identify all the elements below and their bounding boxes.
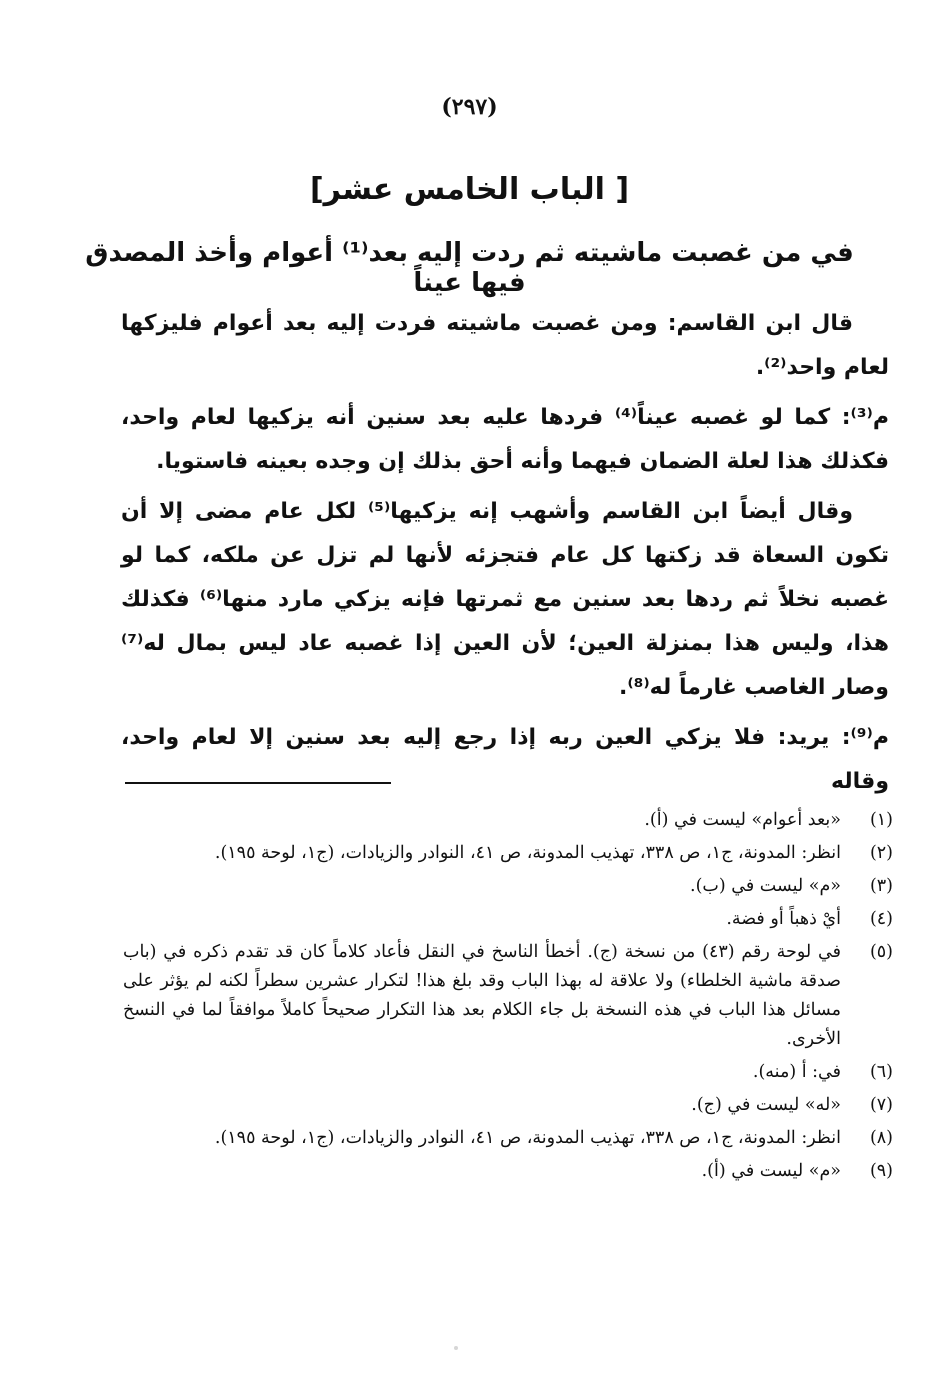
- footnote: [123, 806, 893, 835]
- chapter-subtitle: في من غصبت ماشيته ثم ردت إليه بعد⁽¹⁾ أعوام وأخذ المصدق فيها عيناً: [85, 238, 854, 298]
- footnote-divider: [125, 782, 391, 784]
- paragraph: وقال أيضاً ابن القاسم وأشهب إنه يزكيها⁽⁵⁾ لكل عام مضى إلا أن تكون السعاة قد زكتها كل عام فتجزئه لأنها لم تزل عن ملكه، كما لو غصبه نخلاً ثم ردها بعد سنين مع ثمرتها فإنه يزكي مارد منها⁽⁶⁾ فكذلك هذا، وليس هذا بمنزلة العين؛ لأن العين إذا غصبه عاد ليس بمال له⁽⁷⁾ وصار الغاصب غارماً له⁽⁸⁾.: [121, 499, 889, 700]
- scan-dot: [454, 1346, 458, 1350]
- footnote-text: أيْ ذهباً أو فضة.: [726, 909, 841, 929]
- paragraph: قال ابن القاسم: ومن غصبت ماشيته فردت إليه بعد أعوام فليزكها لعام واحد⁽²⁾.: [121, 311, 889, 380]
- footnote-number: (٣): [869, 876, 893, 896]
- footnote-text: انظر: المدونة، ج١، ص ٣٣٨، تهذيب المدونة، ص ٤١، النوادر والزيادات، (ج١، لوحة ١٩٥).: [214, 1128, 841, 1148]
- footnote: [123, 938, 893, 1054]
- body-text: [121, 302, 889, 810]
- paragraph: م⁽⁹⁾: يريد: فلا يزكي العين ربه إذا رجع إليه بعد سنين إلا لعام واحد، وقاله: [121, 725, 889, 794]
- footnote-text: في لوحة رقم (٤٣) من نسخة (ج). أخطأ الناسخ في النقل فأعاد كلاماً كان قد تقدم ذكره في (باب صدقة ماشية الخلطاء) ولا علاقة له بهذا الباب وقد بلغ هذا! لتكرار عشرين سطراً لكنه لم يؤثر على مسائل هذا الباب في هذه النسخة بل جاء الكلام بعد هذا التكرار صحيحاً كاملاً موافقاً لما في النسخ الأخرى.: [123, 942, 841, 1049]
- footnotes: [123, 806, 893, 1190]
- footnote-number: (٨): [869, 1128, 893, 1148]
- footnote: [123, 905, 893, 934]
- paragraph: م⁽³⁾: كما لو غصبه عيناً⁽⁴⁾ فردها عليه بعد سنين أنه يزكيها لعام واحد، فكذلك هذا لعلة الضمان فيهما وأنه أحق بذلك إن وجده بعينه فاستويا.: [121, 405, 889, 474]
- footnote-number: (٤): [869, 909, 893, 929]
- footnote-text: انظر: المدونة، ج١، ص ٣٣٨، تهذيب المدونة، ص ٤١، النوادر والزيادات، (ج١، لوحة ١٩٥).: [214, 843, 841, 863]
- footnote: [123, 1124, 893, 1153]
- footnote-text: «له» ليست في (ج).: [691, 1095, 841, 1115]
- footnote-text: في: أ (منه).: [752, 1062, 841, 1082]
- footnote-number: (٧): [869, 1095, 893, 1115]
- page-number: (٢٩٧): [441, 94, 498, 120]
- footnote: [123, 872, 893, 901]
- footnote-number: (١): [869, 810, 893, 830]
- footnote-number: (٥): [869, 942, 893, 962]
- footnote-number: (٢): [869, 843, 893, 863]
- footnote-text: «م» ليست في (أ).: [701, 1161, 841, 1181]
- footnote-text: «م» ليست في (ب).: [690, 876, 841, 896]
- footnote: [123, 1058, 893, 1087]
- footnote-number: (٩): [869, 1161, 893, 1181]
- footnote: [123, 839, 893, 868]
- footnote-number: (٦): [869, 1062, 893, 1082]
- chapter-title: [ الباب الخامس عشر]: [309, 172, 630, 207]
- footnote: [123, 1157, 893, 1186]
- footnote-text: «بعد أعوام» ليست في (أ).: [644, 810, 841, 830]
- footnote: [123, 1091, 893, 1120]
